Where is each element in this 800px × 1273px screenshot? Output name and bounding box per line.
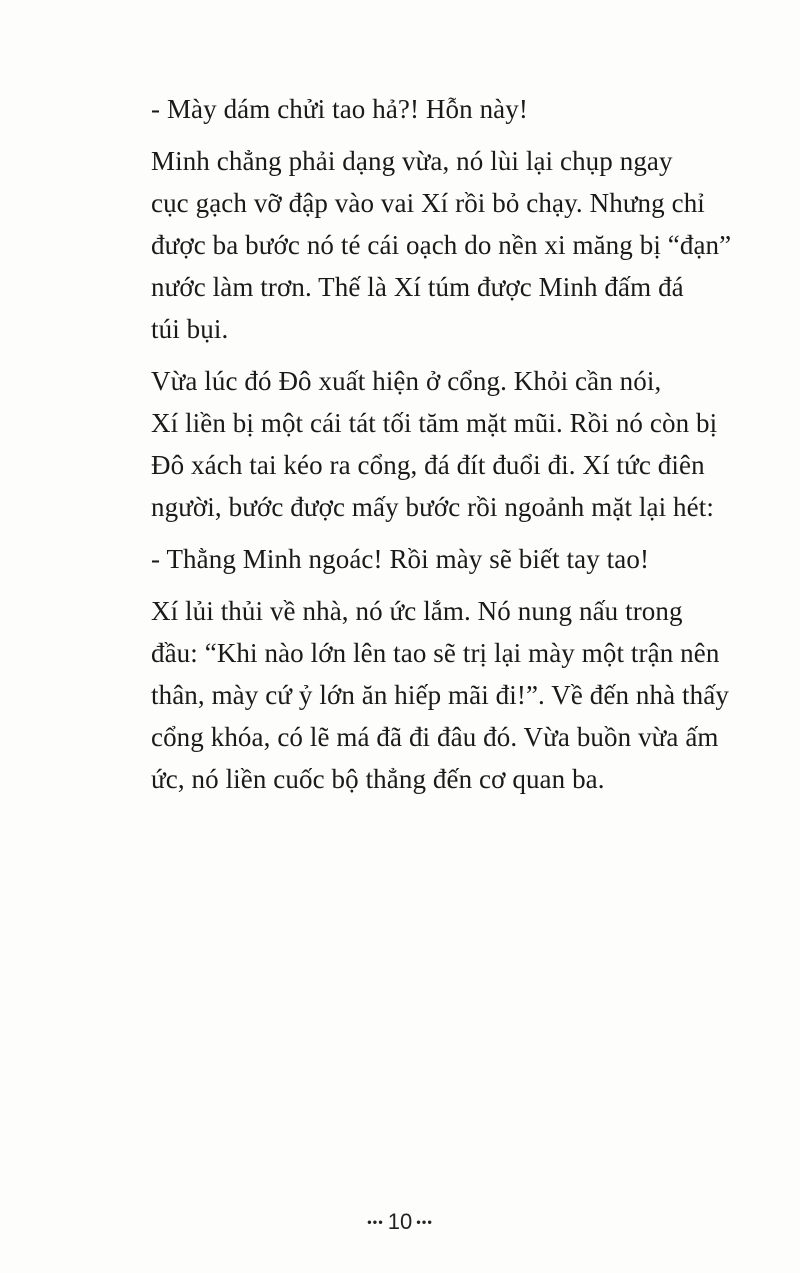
- text-line: người, bước được mấy bước rồi ngoảnh mặt lại hét:: [151, 492, 714, 522]
- text-line: túi bụi.: [151, 314, 229, 344]
- paragraph: [109, 538, 697, 580]
- paragraph: [109, 360, 718, 528]
- text-line: Xí liền bị một cái tát tối tăm mặt mũi. Rồi nó còn bị: [151, 408, 718, 438]
- text-line: Vừa lúc đó Đô xuất hiện ở cổng. Khỏi cần nói,: [151, 366, 662, 396]
- text-line: Đô xách tai kéo ra cổng, đá đít đuổi đi. Xí tức điên: [151, 450, 705, 480]
- text-line: đầu: “Khi nào lớn lên tao sẽ trị lại mày một trận nên: [151, 638, 720, 668]
- page-number-left-ornament: •••: [367, 1214, 384, 1230]
- text-line: ức, nó liền cuốc bộ thẳng đến cơ quan ba.: [151, 764, 605, 794]
- body-text: [109, 88, 732, 810]
- page-number: [0, 1208, 800, 1235]
- page-number-value: 10: [387, 1209, 413, 1235]
- text-line: cục gạch vỡ đập vào vai Xí rồi bỏ chạy. Nhưng chỉ: [151, 188, 705, 218]
- paragraph: [109, 590, 729, 800]
- text-line: thân, mày cứ ỷ lớn ăn hiếp mãi đi!”. Về đến nhà thấy: [151, 680, 729, 710]
- text-line: được ba bước nó té cái oạch do nền xi măng bị “đạn”: [151, 230, 732, 260]
- text-line: nước làm trơn. Thế là Xí túm được Minh đấm đá: [151, 272, 684, 302]
- text-line: Xí lủi thủi về nhà, nó ức lắm. Nó nung nấu trong: [151, 596, 683, 626]
- paragraph: [109, 140, 732, 350]
- text-line: cổng khóa, có lẽ má đã đi đâu đó. Vừa buồn vừa ấm: [151, 722, 719, 752]
- text-line: - Mày dám chửi tao hả?! Hỗn này!: [151, 94, 528, 124]
- paragraph: [109, 88, 697, 130]
- page-number-right-ornament: •••: [416, 1214, 433, 1230]
- text-line: - Thằng Minh ngoác! Rồi mày sẽ biết tay tao!: [151, 544, 650, 574]
- text-line: Minh chẳng phải dạng vừa, nó lùi lại chụp ngay: [151, 146, 673, 176]
